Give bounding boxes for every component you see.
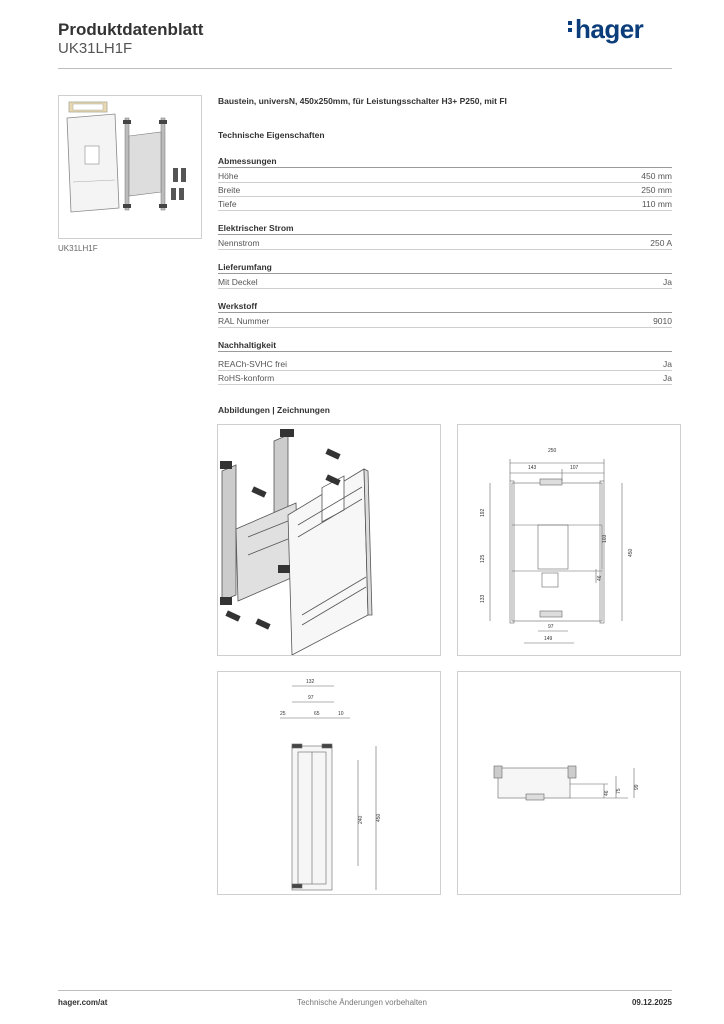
dim-total-width: 250 [548,448,557,454]
group-title-electrical: Elektrischer Strom [218,223,672,235]
property-label: Breite [218,184,241,195]
side-dimension-drawing [218,672,440,894]
property-label: Mit Deckel [218,276,258,287]
footer-website-link[interactable]: hager.com/at [58,998,108,1007]
property-row-rated-current [218,236,672,250]
dim-depth-inner: 97 [308,695,314,701]
property-label: REACh-SVHC frei [218,358,287,369]
product-thumbnail [58,95,202,239]
thumbnail-caption: UK31LH1F [58,244,98,253]
footer-note: Technische Änderungen vorbehalten [297,998,427,1007]
property-label: Nennstrom [218,237,260,248]
property-value: 110 mm [641,198,672,209]
properties-title: Technische Eigenschaften [218,130,325,140]
property-value: 250 A [650,237,672,248]
dim-total-height: 450 [628,548,634,557]
front-dimension-drawing [458,425,680,655]
property-value: Ja [663,358,672,369]
property-row-height [218,169,672,183]
footer-divider [58,990,672,991]
figure-side-drawing [217,671,441,895]
dim-side-total-height: 450 [376,813,382,822]
dim-small-height: 46 [597,575,603,581]
dim-mid-height: 125 [480,554,486,563]
dim-window-height: 103 [602,534,608,543]
dim-top-height: 192 [480,508,486,517]
product-description: Baustein, universN, 450x250mm, für Leistungsschalter H3+ P250, mit FI [218,96,507,106]
group-title-dimensions: Abmessungen [218,156,672,168]
dim-top-d3: 99 [634,784,640,790]
property-row-rohs [218,371,672,385]
property-label: RAL Nummer [218,315,270,326]
property-row-width [218,183,672,197]
figure-top-drawing [457,671,681,895]
header-divider [58,68,672,69]
top-dimension-drawing [458,672,680,894]
property-label: RoHS-konform [218,372,275,383]
article-number: UK31LH1F [58,40,133,57]
figure-front-drawing [457,424,681,656]
document-title: Produktdatenblatt [58,20,204,39]
property-value: Ja [663,372,672,383]
property-row-depth [218,197,672,211]
dim-right-width: 107 [570,465,579,471]
group-title-delivery: Lieferumfang [218,262,672,274]
logo-dots-icon [568,18,573,35]
dim-bottom-width: 149 [544,636,553,642]
property-label: Tiefe [218,198,237,209]
property-row-ral [218,314,672,328]
property-value: 250 mm [641,184,672,195]
group-title-sustainability: Nachhaltigkeit [218,340,672,352]
footer-date: 09.12.2025 [631,998,672,1007]
dim-top-d2: 75 [616,788,622,794]
property-row-reach [218,357,672,371]
property-value: Ja [663,276,672,287]
product-thumbnail-image [59,96,201,238]
dim-b: 65 [314,711,320,717]
brand-name: hager [575,14,644,44]
property-label: Höhe [218,170,239,181]
hager-logo [568,14,643,45]
property-row-with-cover [218,275,672,289]
dim-left-width: 143 [528,465,537,471]
dim-bottom-height: 133 [480,594,486,603]
dim-c: 10 [338,711,344,717]
exploded-view-drawing [218,425,440,655]
dim-inner-width: 97 [548,624,554,630]
figures-title: Abbildungen | Zeichnungen [218,405,330,415]
property-value: 450 mm [641,170,672,181]
dim-a: 25 [280,711,286,717]
property-value: 9010 [653,315,672,326]
dim-depth: 132 [306,679,315,685]
group-title-material: Werkstoff [218,301,672,313]
dim-top-d1: 46 [604,790,610,796]
figure-exploded-view [217,424,441,656]
dim-inner-height: 240 [358,815,364,824]
